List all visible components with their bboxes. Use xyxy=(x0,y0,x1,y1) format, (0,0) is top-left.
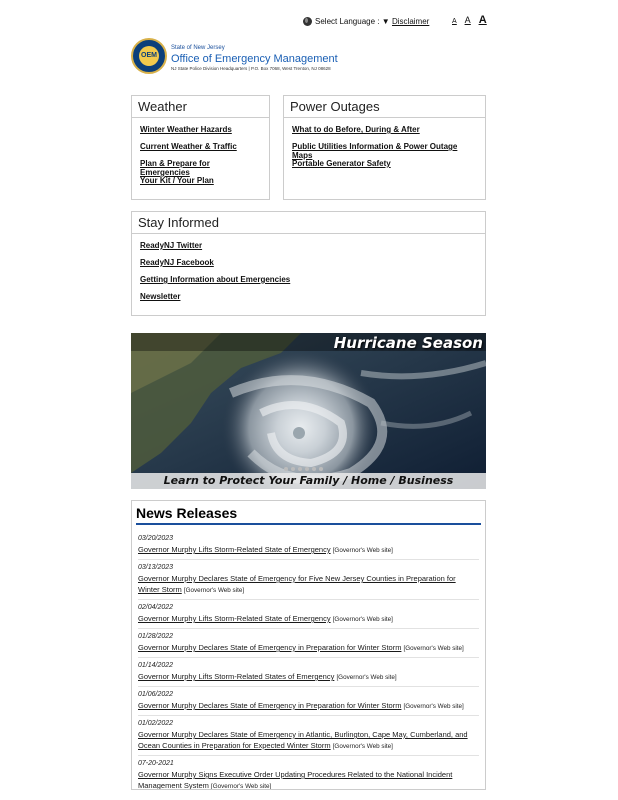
news-link[interactable]: Governor Murphy Lifts Storm-Related States of Emergency xyxy=(138,672,335,681)
office-name: Office of Emergency Management xyxy=(171,53,338,65)
news-link[interactable]: Governor Murphy Declares State of Emergency in Preparation for Winter Storm xyxy=(138,643,402,652)
weather-link[interactable]: Your Kit / Your Plan xyxy=(140,176,214,185)
power-outages-panel xyxy=(283,95,486,200)
news-date: 03/13/2023 xyxy=(138,564,174,571)
news-source: [Governor's Web site] xyxy=(332,547,393,554)
news-item xyxy=(138,756,479,790)
power-outages-heading: Power Outages xyxy=(290,99,380,114)
news-source: [Governor's Web site] xyxy=(210,783,272,790)
news-link[interactable]: Governor Murphy Declares State of Emergency in Atlantic, Burlington, Cape May, Cumberland, and Ocean Counties in Preparation for Expected Winter Storm xyxy=(138,730,468,750)
font-size-controls xyxy=(452,14,487,26)
font-size-large[interactable]: A xyxy=(478,14,487,26)
news-source: [Governor's Web site] xyxy=(183,587,245,594)
globe-icon xyxy=(303,17,312,26)
power-link[interactable]: What to do Before, During & After xyxy=(292,125,420,134)
hurricane-satellite-image xyxy=(131,333,486,489)
banner-subtitle: Learn to Protect Your Family / Home / Business xyxy=(131,473,486,489)
news-link[interactable]: Governor Murphy Signs Executive Order Updating Procedures Related to the National Incident Management System xyxy=(138,770,453,790)
news-item xyxy=(138,629,479,658)
news-heading: News Releases xyxy=(136,501,481,525)
carousel-dot[interactable] xyxy=(319,467,323,471)
office-address: NJ State Police Division Headquarters | P.O. Box 7068, West Trenton, NJ 08628 xyxy=(171,66,331,71)
banner-title: Hurricane Season xyxy=(333,334,483,352)
news-source: [Governor's Web site] xyxy=(403,645,464,652)
news-date: 01/02/2022 xyxy=(138,720,174,727)
news-item xyxy=(138,531,479,560)
news-date: 02/04/2022 xyxy=(138,604,174,611)
hurricane-banner[interactable] xyxy=(131,333,486,489)
carousel-dot[interactable] xyxy=(298,467,302,471)
weather-link[interactable]: Winter Weather Hazards xyxy=(140,125,232,134)
carousel-dot[interactable] xyxy=(284,467,288,471)
font-size-medium[interactable]: A xyxy=(464,15,471,25)
weather-link[interactable]: Plan & Prepare for Emergencies xyxy=(140,159,210,177)
stay-informed-panel xyxy=(131,211,486,316)
oem-seal-logo xyxy=(131,38,167,74)
news-date: 01/06/2022 xyxy=(138,691,174,698)
carousel-dots xyxy=(284,467,323,471)
disclaimer-link[interactable]: Disclaimer xyxy=(392,17,430,26)
informed-link[interactable]: ReadyNJ Facebook xyxy=(140,258,214,267)
weather-panel xyxy=(131,95,270,200)
power-link[interactable]: Portable Generator Safety xyxy=(292,159,391,168)
news-item xyxy=(138,716,479,756)
top-utility-bar xyxy=(0,14,618,31)
stay-informed-heading: Stay Informed xyxy=(138,215,219,230)
weather-heading: Weather xyxy=(138,99,187,114)
news-link[interactable]: Governor Murphy Declares State of Emergency for Five New Jersey Counties in Preparation for Winter Storm xyxy=(138,574,456,594)
news-item xyxy=(138,600,479,629)
informed-link[interactable]: ReadyNJ Twitter xyxy=(140,241,203,250)
site-header[interactable] xyxy=(131,38,481,78)
news-item xyxy=(138,658,479,687)
power-link[interactable]: Public Utilities Information & Power Outage Maps xyxy=(292,142,458,160)
language-selector[interactable] xyxy=(303,17,390,26)
carousel-dot[interactable] xyxy=(312,467,316,471)
font-size-small[interactable]: A xyxy=(452,18,457,25)
news-link[interactable]: Governor Murphy Lifts Storm-Related State of Emergency xyxy=(138,614,331,623)
news-source: [Governor's Web site] xyxy=(332,743,393,750)
carousel-dot[interactable] xyxy=(291,467,295,471)
language-label: Select Language : ▼ xyxy=(315,17,390,26)
weather-link[interactable]: Current Weather & Traffic xyxy=(140,142,237,151)
news-date: 01/14/2022 xyxy=(138,662,174,669)
news-item xyxy=(138,687,479,716)
news-item xyxy=(138,560,479,600)
news-date: 01/28/2022 xyxy=(138,633,174,640)
carousel-dot[interactable] xyxy=(305,467,309,471)
seal-text: OEM xyxy=(139,46,159,66)
news-link[interactable]: Governor Murphy Lifts Storm-Related State of Emergency xyxy=(138,545,331,554)
informed-link[interactable]: Newsletter xyxy=(140,292,181,301)
state-name: State of New Jersey xyxy=(171,45,225,51)
informed-link[interactable]: Getting Information about Emergencies xyxy=(140,275,291,284)
news-date: 03/20/2023 xyxy=(138,535,174,542)
news-source: [Governor's Web site] xyxy=(332,616,393,623)
news-source: [Governor's Web site] xyxy=(336,674,397,681)
news-source: [Governor's Web site] xyxy=(403,703,464,710)
news-link[interactable]: Governor Murphy Declares State of Emergency in Preparation for Winter Storm xyxy=(138,701,402,710)
news-releases-panel xyxy=(131,500,486,790)
news-date: 07-20-2021 xyxy=(138,760,174,767)
